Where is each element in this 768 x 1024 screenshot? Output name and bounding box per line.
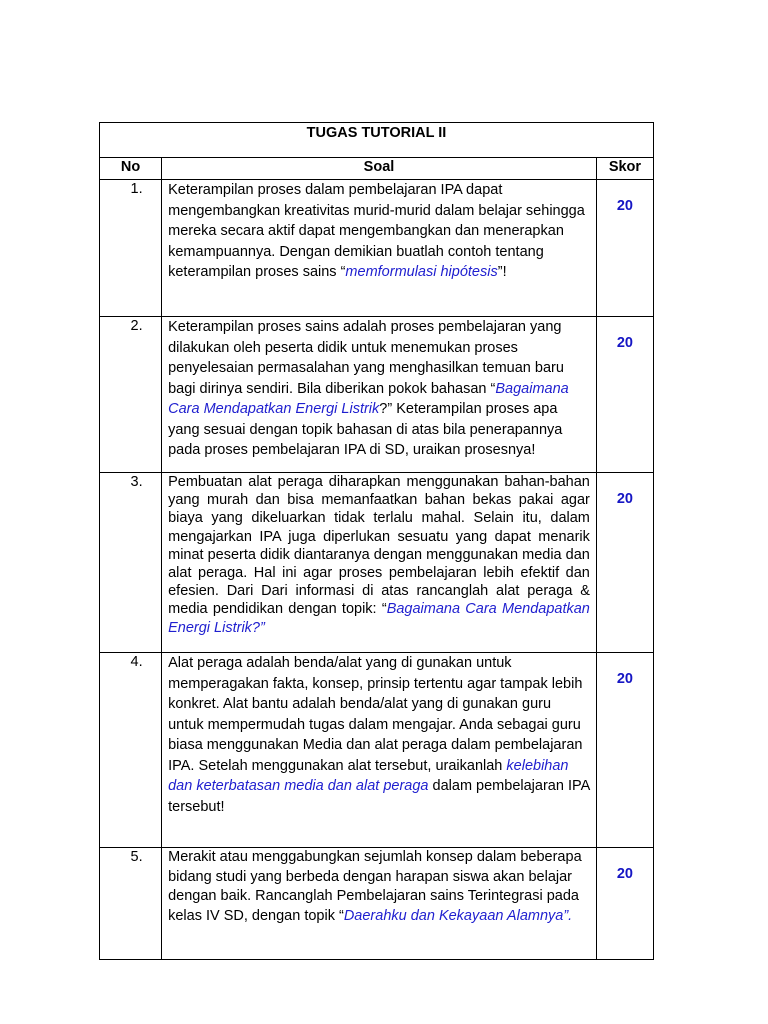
question-emphasis: Bagaimana Cara Mendapatkan Energi Listrik?” <box>168 601 590 636</box>
question-text-after: ?” Keterampilan proses apa yang sesuai dengan topik bahasan di atas bila penerapannya pada proses pembelajaran IPA di SD, uraikan prosesnya! <box>168 401 563 458</box>
question-number: 3. <box>100 473 162 653</box>
question-score: 20 <box>596 653 653 848</box>
question-number: 2. <box>100 317 162 473</box>
header-row <box>100 158 654 180</box>
question-text-after: ”! <box>497 264 507 280</box>
question-emphasis: Bagaimana Cara Mendapatkan Energi Listrik <box>168 380 569 417</box>
question-row <box>100 180 654 317</box>
question-text-before: Keterampilan proses dalam pembelajaran IPA dapat mengembangkan kreativitas murid-murid dalam belajar sehingga mereka secara aktif dapat mengembangkan dan menerapkan kemampuannya. Dengan demikian buatlah contoh tentang keterampilan proses sains “ <box>168 182 585 280</box>
question-text <box>162 317 597 473</box>
question-row <box>100 848 654 960</box>
question-emphasis: Daerahku dan Kekayaan Alamnya”. <box>343 907 573 924</box>
question-row <box>100 653 654 848</box>
question-text <box>162 653 597 848</box>
question-text-before: Merakit atau menggabungkan sejumlah konsep dalam beberapa bidang studi yang berbeda dengan harapan siswa akan belajar dengan baik. Rancanglah Pembelajaran sains Terintegrasi pada kelas IV SD, dengan topik “ <box>168 849 582 924</box>
question-score: 20 <box>596 317 653 473</box>
document-title: TUGAS TUTORIAL II <box>100 123 654 158</box>
header-soal: Soal <box>162 158 597 180</box>
question-text-after: dalam pembelajaran IPA tersebut! <box>168 778 590 815</box>
question-score: 20 <box>596 473 653 653</box>
question-text-before: Alat peraga adalah benda/alat yang di gunakan untuk memperagakan fakta, konsep, prinsip tertentu agar tampak lebih konkret. Alat bantu adalah benda/alat yang di gunakan guru untuk mempermudah tugas dalam mengajar. Anda sebagai guru biasa menggunakan Media dan alat peraga dalam pembelajaran IPA. Setelah menggunakan alat tersebut, uraikanlah <box>168 655 583 774</box>
question-number: 5. <box>100 848 162 960</box>
question-row <box>100 473 654 653</box>
question-emphasis: memformulasi hipótesis <box>345 264 498 280</box>
question-text <box>162 180 597 317</box>
question-text-before: Pembuatan alat peraga diharapkan menggunakan bahan-bahan yang murah dan bisa memanfaatkan bahan bekas pakai agar biaya yang dikeluarkan tidak terlalu mahal. Selain itu, dalam mengajarkan IPA juga diperlukan sesuatu yang dapat menarik minat peserta didik diantaranya dengan menggunakan media dan alat peraga. Hal ini agar proses pembelajaran lebih efektif dan efesien. Dari Dari informasi di atas rancanglah alat peraga & media pendidikan dengan topik: “ <box>168 474 590 618</box>
header-no: No <box>100 158 162 180</box>
assignment-table <box>99 122 654 960</box>
question-text-before: Keterampilan proses sains adalah proses pembelajaran yang dilakukan oleh peserta didik untuk menemukan proses penyelesaian permasalahan yang menghasilkan temuan baru bagi dirinya sendiri. Bila diberikan pokok bahasan “ <box>168 319 564 397</box>
question-score: 20 <box>596 848 653 960</box>
question-emphasis: kelebihan dan keterbatasan media dan alat peraga <box>168 757 569 794</box>
question-text <box>162 473 597 653</box>
title-row <box>100 123 654 158</box>
question-score: 20 <box>596 180 653 317</box>
header-skor: Skor <box>596 158 653 180</box>
question-number: 4. <box>100 653 162 848</box>
question-number: 1. <box>100 180 162 317</box>
question-row <box>100 317 654 473</box>
question-text <box>162 848 597 960</box>
